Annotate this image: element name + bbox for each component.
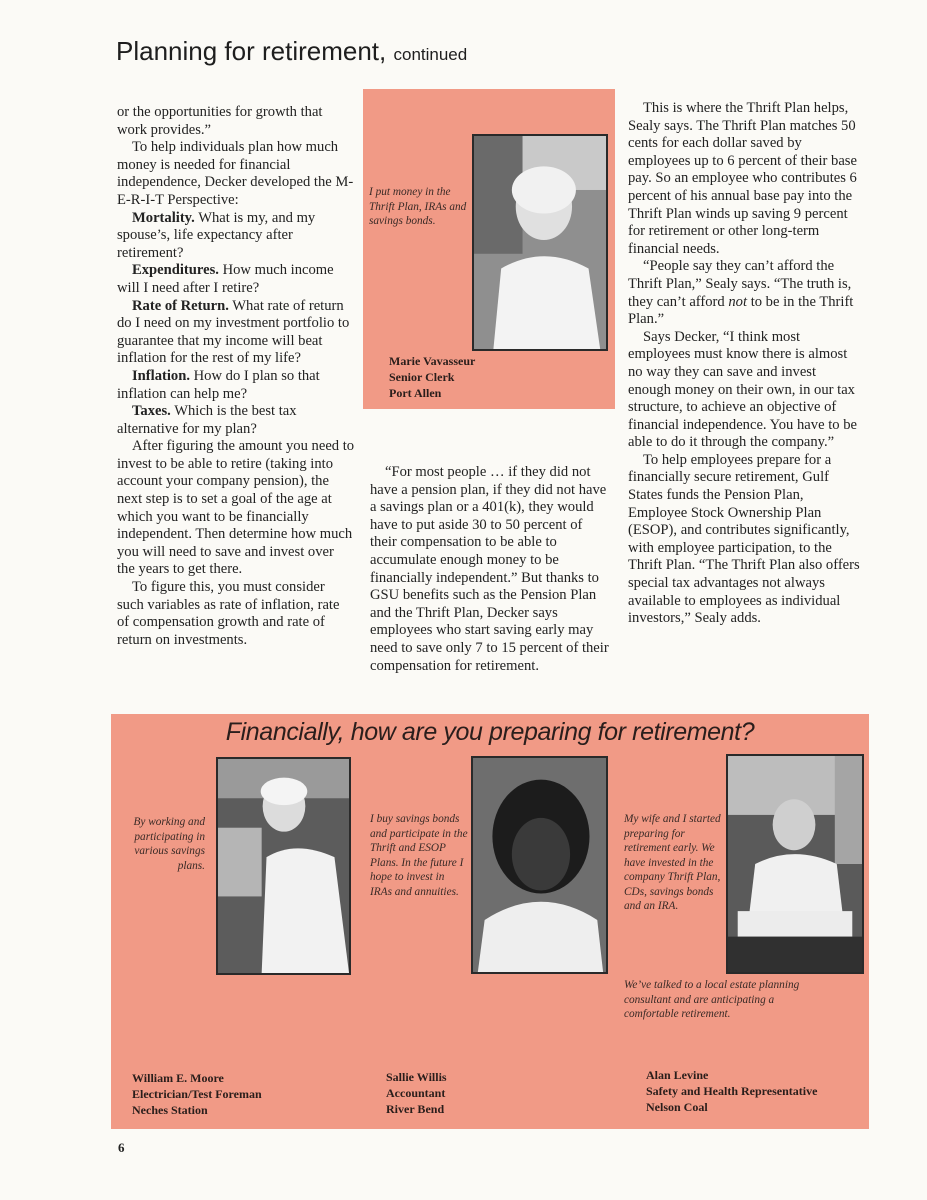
title-main: Planning for retirement, — [116, 36, 387, 66]
article-column-2 — [370, 464, 612, 675]
merit-term: Inflation. — [132, 367, 190, 384]
top-quote-box — [363, 89, 615, 409]
quote-text: I put money in the Thrift Plan, IRAs and savings bonds. — [369, 186, 467, 227]
merit-term: Rate of Return. — [132, 297, 229, 314]
survey-panel — [111, 714, 869, 1129]
emphasis: not — [728, 293, 748, 310]
portrait-photo — [216, 757, 351, 975]
caption-location: Neches Station — [132, 1103, 208, 1117]
caption-name: Marie Vavasseur — [389, 354, 476, 368]
caption-name: Sallie Willis — [386, 1070, 447, 1084]
paragraph: To figure this, you must consider such variables as rate of inflation, rate of compensation growth and rate of return on investments. — [117, 579, 340, 648]
paragraph: “People say they can’t afford the Thrift Plan,” Sealy says. “The truth is, they can’t afford not to be in the Thrift Plan.” — [628, 258, 854, 328]
merit-expenditures: Expenditures. How much income will I need after I retire? — [117, 262, 334, 296]
article-column-1 — [117, 104, 355, 649]
photo-caption — [132, 1070, 262, 1118]
article-column-3 — [628, 100, 861, 628]
portrait-photo — [726, 754, 864, 974]
caption-location: Nelson Coal — [646, 1100, 708, 1114]
paragraph: After figuring the amount you need to invest to be able to retire (taking into account your company pension), the next step is to set a goal of the age at which you want to be financially independent. Then determine how much you will need to save and invest over the years to get there. — [117, 438, 355, 578]
caption-name: Alan Levine — [646, 1068, 709, 1082]
paragraph: To help individuals plan how much money is needed for financial independence, Decker developed the M-E-R-I-T Perspective: — [117, 139, 354, 208]
caption-role: Senior Clerk — [389, 370, 455, 384]
quote-text: I buy savings bonds and participate in the Thrift and ESOP Plans. In the future I hope to invest in IRAs and annuities. — [370, 813, 468, 898]
portrait-photo — [471, 756, 608, 974]
paragraph: “For most people … if they did not have a pension plan, if they did not have a savings plan or a 401(k), they would have to put aside 30 to 50 percent of their compensation to be able to accumulate enough money to be financially independent.” But thanks to GSU benefits such as the Pension Plan and the Thrift Plan, Decker says employees who start saving early may need to save only 7 to 15 percent of their compensation for retirement. — [370, 464, 609, 674]
portrait-photo — [472, 134, 608, 351]
merit-mortality: Mortality. What is my, and my spouse’s, life expectancy after retirement? — [117, 209, 316, 261]
quote-text: My wife and I started preparing for retirement early. We have invested in the company Thrift Plan, CDs, savings bonds and an IRA. — [624, 813, 721, 912]
merit-taxes: Taxes. Which is the best tax alternative for my plan? — [117, 403, 297, 437]
merit-term: Taxes. — [132, 403, 171, 420]
caption-role: Accountant — [386, 1086, 446, 1100]
photo-caption — [389, 353, 475, 401]
caption-name: William E. Moore — [132, 1071, 224, 1085]
page-title — [116, 36, 467, 67]
merit-rate: Rate of Return. What rate of return do I need on my investment portfolio to guarantee that my income will beat inflation for the rest of my life? — [117, 297, 350, 367]
photo-caption — [646, 1067, 817, 1115]
caption-location: Port Allen — [389, 386, 442, 400]
page-number: 6 — [118, 1140, 125, 1155]
caption-role: Safety and Health Representative — [646, 1084, 818, 1098]
quote-text: By working and participating in various savings plans. — [133, 816, 205, 872]
photo-caption — [386, 1069, 447, 1117]
merit-inflation: Inflation. How do I plan so that inflation can help me? — [117, 367, 320, 402]
caption-role: Electrician/Test Foreman — [132, 1087, 262, 1101]
merit-term: Expenditures. — [132, 262, 219, 279]
paragraph: To help employees prepare for a financially secure retirement, Gulf States funds the Pension Plan, Employee Stock Ownership Plan (ESOP), and contributes significantly, with employee participation, to the Thrift Plan. “The Thrift Plan also offers special tax advantages not always available to employees as individual investors,” Sealy adds. — [628, 451, 860, 627]
panel-title: Financially, how are you preparing for retirement? — [225, 718, 755, 746]
paragraph: Says Decker, “I think most employees must know there is almost no way they can save and invest enough money on their own, in our tax structure, to achieve an objective of financial independence. You have to be able to do it through the company.” — [628, 328, 857, 451]
paragraph: This is where the Thrift Plan helps, Sealy says. The Thrift Plan matches 50 cents for each dollar saved by employees up to 6 percent of their base pay. So an employee who contributes 6 percent of his annual base pay into the Thrift Plan winds up saving 9 percent for retirement or other long-term financial needs. — [628, 100, 857, 257]
paragraph: or the opportunities for growth that work provides.” — [117, 104, 323, 138]
quote-text-continued: We’ve talked to a local estate planning consultant and are anticipating a comfortable retirement. — [624, 979, 800, 1020]
merit-term: Mortality. — [132, 209, 195, 226]
title-continued: continued — [393, 45, 468, 64]
caption-location: River Bend — [386, 1102, 445, 1116]
